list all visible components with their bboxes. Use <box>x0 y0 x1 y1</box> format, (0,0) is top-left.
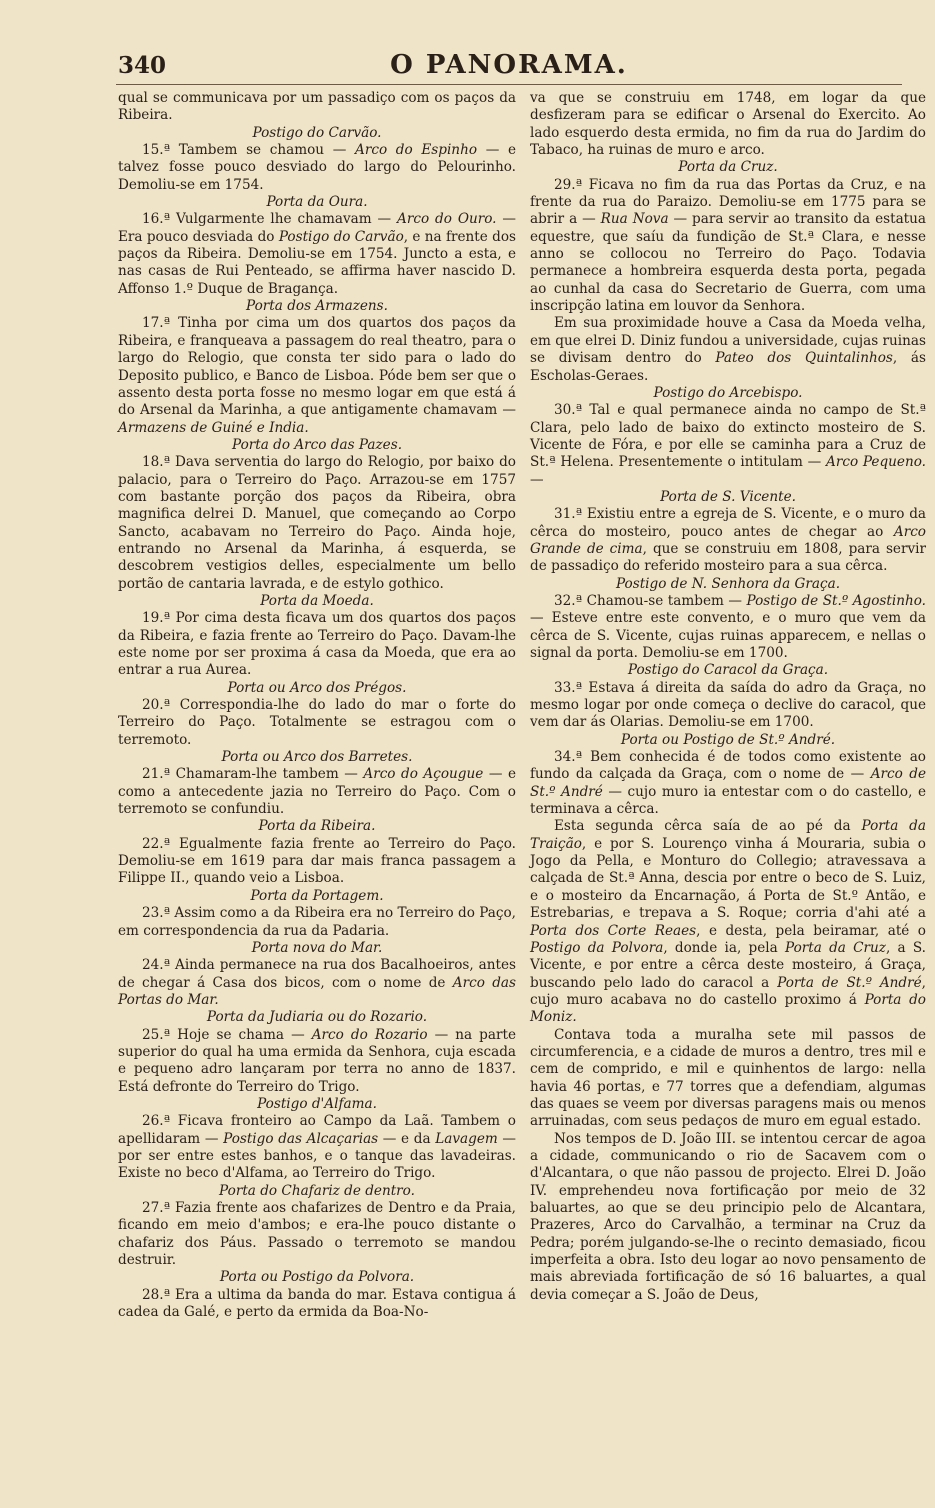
paragraph: Em sua proximidade houve a Casa da Moeda velha, em que elrei D. Diniz fundou a universidade, cujas ruinas se divisam dentro do Pateo dos Quintalinhos, ás Escholas-Geraes. <box>530 315 926 384</box>
paragraph: 27.ª Fazia frente aos chafarizes de Dentro e da Praia, ficando em meio d'ambos; e era-lhe pouco distante o chafariz dos Páus. Passado o terremoto se mandou destruir. <box>118 1200 516 1269</box>
paragraph: 33.ª Estava á direita da saída do adro da Graça, no mesmo logar por onde começa o declive do caracol, que vem dar ás Olarias. Demoliu-se em 1700. <box>530 679 926 731</box>
paragraph: 21.ª Chamaram-lhe tambem — Arco do Açougue — e como a antecedente jazia no Terreiro do Paço. Com o terremoto se confundiu. <box>118 766 517 818</box>
section-heading: Porta da Moeda. <box>260 592 374 609</box>
section-heading: Porta de S. Vicente. <box>660 488 796 505</box>
section-heading: Postigo do Caracol da Graça. <box>627 662 829 679</box>
section-heading: Porta do Arco das Pazes. <box>231 436 403 453</box>
paragraph: Nos tempos de D. João III. se intentou cercar de agoa a cidade, communicando o rio de Sacavem com o d'Alcantara, o que não passou de projecto. Elrei D. João IV. emprehendeu nova fortificação por meio de 32 baluartes, ao que se deu principio pelo de Alcantara, Prazeres, Arco do Carvalhão, a terminar na Cruz da Pedra; porém julgando-se-lhe o recinto demasiado, ficou imperfeita a obra. Isto deu logar ao novo pensamento de mais abreviada fortificação de só 16 baluartes, a qual devia começar a S. João de Deus, <box>530 1130 926 1303</box>
page-number: 340 <box>118 52 167 79</box>
section-heading: Porta nova do Mar. <box>251 939 383 956</box>
page-header <box>118 50 900 84</box>
paragraph: 25.ª Hoje se chama — Arco do Rozario — na parte superior do qual ha uma ermida da Senhora, cuja escada e pequeno adro lançaram por terra no anno de 1837. Está defronte do Terreiro do Trigo. <box>118 1026 516 1095</box>
journal-title: O PANORAMA. <box>390 50 628 80</box>
left-column <box>118 90 516 1321</box>
section-heading: Postigo d'Alfama. <box>257 1095 377 1112</box>
paragraph: 34.ª Bem conhecida é de todos como existente ao fundo da calçada da Graça, com o nome de — Arco de St.º André — cujo muro ia entestar com o do castello, e terminava a cêrca. <box>530 749 926 818</box>
section-heading: Porta da Oura. <box>266 194 368 211</box>
paragraph: Esta segunda cêrca saía de ao pé da Porta da Traição, e por S. Lourenço vinha á Mouraria, subia o Jogo da Pella, e Monturo do Collegio; atravessava a calçada de St.ª Anna, descia por entre o beco de S. Luiz, e o mosteiro da Encarnação, á Porta de St.º Antão, e Estrebarias, e trepava a S. Roque; corria d'ahi até a Porta dos Corte Reaes, e desta, pela beiramar, até o Postigo da Polvora, donde ia, pela Porta da Cruz, a S. Vicente, e por entre a cêrca deste mosteiro, á Graça, buscando pelo lado do caracol a Porta de St.º André, cujo muro acabava no do castello proximo á Porta do Moniz. <box>530 818 926 1026</box>
right-column <box>530 90 926 1304</box>
paragraph: 24.ª Ainda permanece na rua dos Bacalhoeiros, antes de chegar á Casa dos bicos, com o nome de Arco das Portas do Mar. <box>118 957 516 1008</box>
section-heading: Postigo de N. Senhora da Graça. <box>615 575 841 592</box>
section-heading: Porta dos Armazens. <box>246 298 388 315</box>
paragraph: 16.ª Vulgarmente lhe chamavam — Arco do Ouro. — Era pouco desviada do Postigo do Carvão, e na frente dos paços da Ribeira. Demoliu-se em 1754. Juncto a esta, e nas casas de Rui Penteado, se affirma haver nascido D. Affonso 1.º Duque de Bragança. <box>118 211 517 297</box>
paragraph: va que se construiu em 1748, em logar da que desfizeram para se edificar o Arsenal do Exercito. Ao lado esquerdo desta ermida, no fim da rua do Jardim do Tabaco, ha ruinas de muro e arco. <box>530 90 926 159</box>
header-rule <box>116 84 902 85</box>
section-heading: Postigo do Carvão. <box>252 124 382 141</box>
paragraph: 30.ª Tal e qual permanece ainda no campo de St.ª Clara, pelo lado de baixo do extincto mosteiro de S. Vicente de Fóra, e por elle se caminha para a Cruz de St.ª Helena. Presentemente o intitulam — Arco Pequeno. — <box>530 402 926 488</box>
paragraph: Contava toda a muralha sete mil passos de circumferencia, e a cidade de muros a dentro, tres mil e cem de comprido, e mil e quinhentos de largo: nella havia 46 portas, e 77 torres que a defendiam, algumas das quaes se veem por diversas paragens mais ou menos arruinadas, com seus pedaços de muro em egual estado. <box>530 1026 926 1130</box>
section-heading: Porta ou Postigo de St.º André. <box>620 731 836 748</box>
paragraph: 20.ª Correspondia-lhe do lado do mar o forte do Terreiro do Paço. Totalmente se estragou com o terremoto. <box>118 697 516 748</box>
paragraph: 17.ª Tinha por cima um dos quartos dos paços da Ribeira, e franqueava a passagem do real theatro, para o largo do Relogio, que consta ter sido para o lado do Deposito publico, e Banco de Lisboa. Póde bem ser que o assento desta porta fosse no mesmo logar em que está á do Arsenal da Marinha, a que antigamente chamavam — Armazens de Guiné e India. <box>118 315 516 436</box>
paragraph: 15.ª Tambem se chamou — Arco do Espinho — e talvez fosse pouco desviado do largo do Pelourinho. Demoliu-se em 1754. <box>118 142 517 193</box>
section-heading: Porta ou Postigo da Polvora. <box>219 1269 415 1286</box>
paragraph: 31.ª Existiu entre a egreja de S. Vicente, e o muro da cêrca do mosteiro, pouco antes de chegar ao Arco Grande de cima, que se construiu em 1808, para servir de passadiço do referido mosteiro para a sua cêrca. <box>530 506 927 575</box>
paragraph: 32.ª Chamou-se tambem — Postigo de St.º Agostinho. — Esteve entre este convento, e o muro que vem da cêrca de S. Vicente, cujas ruinas apparecem, e nellas o signal da porta. Demoliu-se em 1700. <box>530 592 926 661</box>
paragraph: qual se communicava por um passadiço com os paços da Ribeira. <box>118 90 516 124</box>
paragraph: 29.ª Ficava no fim da rua das Portas da Cruz, e na frente da rua do Paraizo. Demoliu-se em 1775 para se abrir a — Rua Nova — para servir ao transito da estatua equestre, que saíu da fundição de St.ª Clara, e nesse anno se collocou no Terreiro do Paço. Todavia permanece a hombreira esquerda desta porta, pegada ao cunhal da casa do Secretario de Guerra, com uma inscripção latina em louvor da Senhora. <box>530 176 927 315</box>
paragraph: 26.ª Ficava fronteiro ao Campo da Laã. Tambem o apellidaram — Postigo das Alcaçarias — e da Lavagem — por ser entre estes banhos, e o tanque das lavadeiras. Existe no beco d'Alfama, ao Terreiro do Trigo. <box>118 1113 517 1182</box>
paragraph: 18.ª Dava serventia do largo do Relogio, por baixo do palacio, para o Terreiro do Paço. Arrazou-se em 1757 com bastante porção dos paços da Ribeira, obra magnifica delrei D. Manuel, que começando ao Corpo Sancto, acabavam no Terreiro do Paço. Ainda hoje, entrando no Arsenal da Marinha, á esquerda, se descobrem vestigios delles, especialmente um bello portão de cantaria lavrada, e de estylo gothico. <box>118 454 516 592</box>
section-heading: Porta da Ribeira. <box>258 818 376 835</box>
section-heading: Porta da Judiaria ou do Rozario. <box>206 1009 428 1026</box>
paragraph: 22.ª Egualmente fazia frente ao Terreiro do Paço. Demoliu-se em 1619 para dar mais franca passagem a Filippe II., quando veio a Lisboa. <box>118 835 516 887</box>
section-heading: Porta da Cruz. <box>678 159 778 176</box>
section-heading: Porta ou Arco dos Prégos. <box>227 679 407 696</box>
section-heading: Porta ou Arco dos Barretes. <box>221 749 413 766</box>
paragraph: 28.ª Era a ultima da banda do mar. Estava contigua á cadea da Galé, e perto da ermida da Boa-No- <box>118 1286 516 1321</box>
section-heading: Porta da Portagem. <box>250 887 384 904</box>
section-heading: Porta do Chafariz de dentro. <box>219 1182 415 1199</box>
paragraph: 23.ª Assim como a da Ribeira era no Terreiro do Paço, em correspondencia da rua da Padaria. <box>118 905 516 939</box>
paragraph: 19.ª Por cima desta ficava um dos quartos dos paços da Ribeira, e fazia frente ao Terreiro do Paço. Davam-lhe este nome por ser proxima á casa da Moeda, que era ao entrar a rua Aurea. <box>118 610 516 679</box>
section-heading: Postigo do Arcebispo. <box>653 384 803 401</box>
